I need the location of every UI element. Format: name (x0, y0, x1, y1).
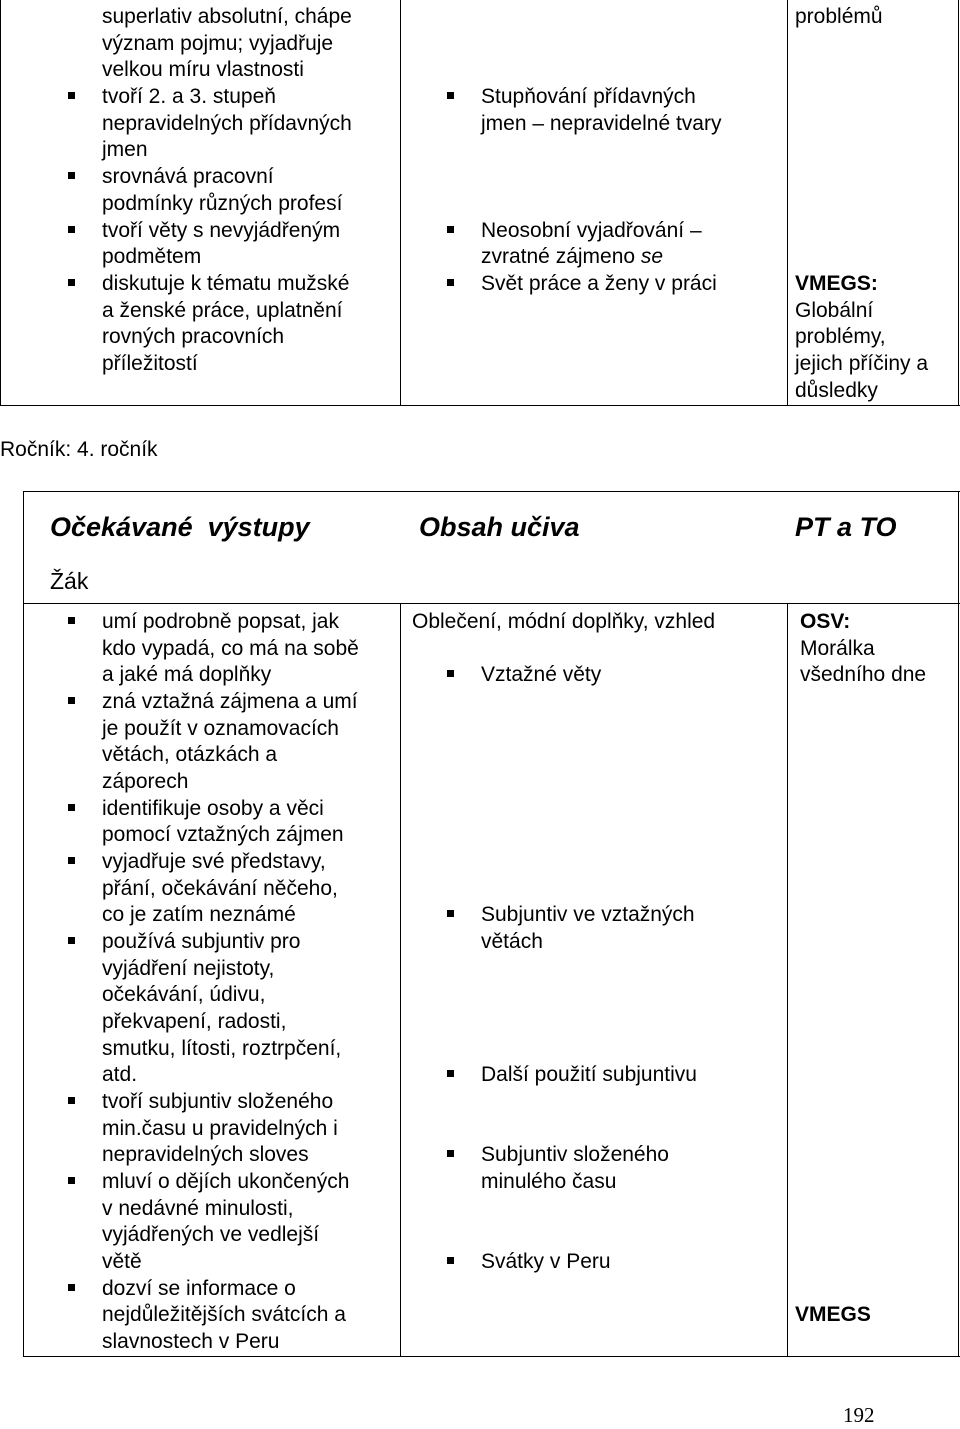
theme-text: problémy, (795, 325, 886, 348)
bullet-icon (447, 1070, 454, 1077)
list-item-text: dozví se informace o (102, 1277, 296, 1300)
list-item-text: význam pojmu; vyjadřuje (102, 32, 334, 55)
list-item-text: nejdůležitějších svátcích a (102, 1303, 346, 1326)
list-item-text: tvoří subjuntiv složeného (102, 1090, 334, 1113)
bullet-icon (68, 804, 75, 811)
table-border (958, 0, 959, 406)
list-item-text: rovných pracovních (102, 325, 285, 348)
list-item-text: minulého času (481, 1170, 617, 1193)
list-item-text: Subjuntiv složeného (481, 1143, 669, 1166)
list-item-text: vyjádřených ve vedlejší (102, 1223, 320, 1246)
bullet-icon (447, 1150, 454, 1157)
column-divider (787, 0, 788, 406)
column-divider (400, 603, 401, 1357)
list-item-text: očekávání, údivu, (102, 983, 266, 1006)
column-divider (787, 603, 788, 1357)
list-item-text: nepravidelných přídavných (102, 112, 352, 135)
list-item-text: smutku, lítosti, roztrpčení, (102, 1037, 342, 1060)
table-border (23, 491, 24, 1357)
theme-text: důsledky (795, 379, 878, 402)
list-item-text: Stupňování přídavných (481, 85, 696, 108)
list-item-text: superlativ absolutní, chápe (102, 5, 352, 28)
list-item-text: slavnostech v Peru (102, 1330, 280, 1353)
list-item-text: co je zatím neznámé (102, 903, 296, 926)
bullet-icon (68, 1177, 75, 1184)
list-item-text: vyjádření nejistoty, (102, 957, 275, 980)
theme-text: problémů (795, 5, 883, 28)
content-heading: Oblečení, módní doplňky, vzhled (412, 610, 716, 633)
list-item-text: příležitostí (102, 352, 198, 375)
list-item-text: a ženské práce, uplatnění (102, 299, 343, 322)
theme-text: Morálka (800, 637, 875, 660)
column-header: PT a TO (795, 512, 897, 542)
italic-word: se (640, 245, 664, 268)
list-item-text: podmětem (102, 245, 202, 268)
list-item-text: Další použití subjuntivu (481, 1063, 697, 1086)
bullet-icon (447, 910, 454, 917)
list-item-text: překvapení, radosti, (102, 1010, 287, 1033)
list-item-text: vyjadřuje své představy, (102, 850, 326, 873)
list-item-text: v nedávné minulosti, (102, 1197, 294, 1220)
list-item-text: jmen (102, 138, 148, 161)
bullet-icon (68, 92, 75, 99)
list-item-text: Svátky v Peru (481, 1250, 611, 1273)
bullet-icon (68, 279, 75, 286)
theme-label: OSV: (800, 610, 851, 633)
list-item-text: identifikuje osoby a věci (102, 797, 324, 820)
theme-label: VMEGS: (795, 272, 878, 295)
list-item-text (481, 244, 663, 271)
theme-text: Globální (795, 299, 874, 322)
bullet-icon (68, 857, 75, 864)
theme-text: jejich příčiny a (795, 352, 929, 375)
table-border (0, 0, 1, 406)
list-item-text: větách (481, 930, 543, 953)
header-divider (23, 603, 960, 604)
list-item-text: Neosobní vyjadřování – (481, 219, 702, 242)
list-item-text: větách, otázkách a (102, 743, 278, 766)
list-item-text: pomocí vztažných zájmen (102, 823, 344, 846)
list-item-text: nepravidelných sloves (102, 1143, 309, 1166)
list-item-text: kdo vypadá, co má na sobě (102, 637, 359, 660)
column-header: Očekávané výstupy (50, 512, 310, 542)
bullet-icon (447, 279, 454, 286)
list-item-text: tvoří věty s nevyjádřeným (102, 219, 341, 242)
list-item-text: Svět práce a ženy v práci (481, 272, 717, 295)
bullet-icon (68, 697, 75, 704)
list-item-text: větě (102, 1250, 142, 1273)
bullet-icon (447, 670, 454, 677)
table-border (958, 491, 959, 1357)
list-item-text: je použít v oznamovacích (102, 717, 339, 740)
bullet-icon (68, 1284, 75, 1291)
theme-text: všedního dne (800, 663, 927, 686)
list-item-text: srovnává pracovní (102, 165, 274, 188)
list-item-text: mluví o dějích ukončených (102, 1170, 350, 1193)
bullet-icon (68, 617, 75, 624)
column-divider (400, 0, 401, 406)
list-item-text: umí podrobně popsat, jak (102, 610, 339, 633)
list-item-text: tvoří 2. a 3. stupeň (102, 85, 276, 108)
list-item-text: používá subjuntiv pro (102, 930, 301, 953)
list-item-text: zvratné zájmeno (481, 245, 641, 268)
theme-label: VMEGS (795, 1303, 871, 1326)
list-item-text: jmen – nepravidelné tvary (481, 112, 722, 135)
bullet-icon (447, 1257, 454, 1264)
list-item-text: podmínky různých profesí (102, 192, 343, 215)
grade-label: Ročník: 4. ročník (0, 438, 158, 461)
list-item-text: přání, očekávání něčeho, (102, 877, 338, 900)
column-header: Obsah učiva (419, 512, 580, 542)
list-item-text: a jaké má doplňky (102, 663, 272, 686)
list-item-text: velkou míru vlastnosti (102, 58, 304, 81)
subject-label: Žák (50, 568, 89, 594)
bullet-icon (68, 1097, 75, 1104)
list-item-text: Vztažné věty (481, 663, 602, 686)
bullet-icon (447, 226, 454, 233)
table-border (0, 405, 960, 406)
bullet-icon (68, 937, 75, 944)
list-item-text: záporech (102, 770, 189, 793)
table-border (23, 491, 960, 492)
bullet-icon (68, 226, 75, 233)
list-item-text: Subjuntiv ve vztažných (481, 903, 695, 926)
list-item-text: diskutuje k tématu mužské (102, 272, 350, 295)
page-number: 192 (843, 1403, 875, 1427)
bullet-icon (68, 172, 75, 179)
bullet-icon (447, 92, 454, 99)
list-item-text: zná vztažná zájmena a umí (102, 690, 358, 713)
table-border (23, 1356, 960, 1357)
list-item-text: min.času u pravidelných i (102, 1117, 338, 1140)
list-item-text: atd. (102, 1063, 138, 1086)
